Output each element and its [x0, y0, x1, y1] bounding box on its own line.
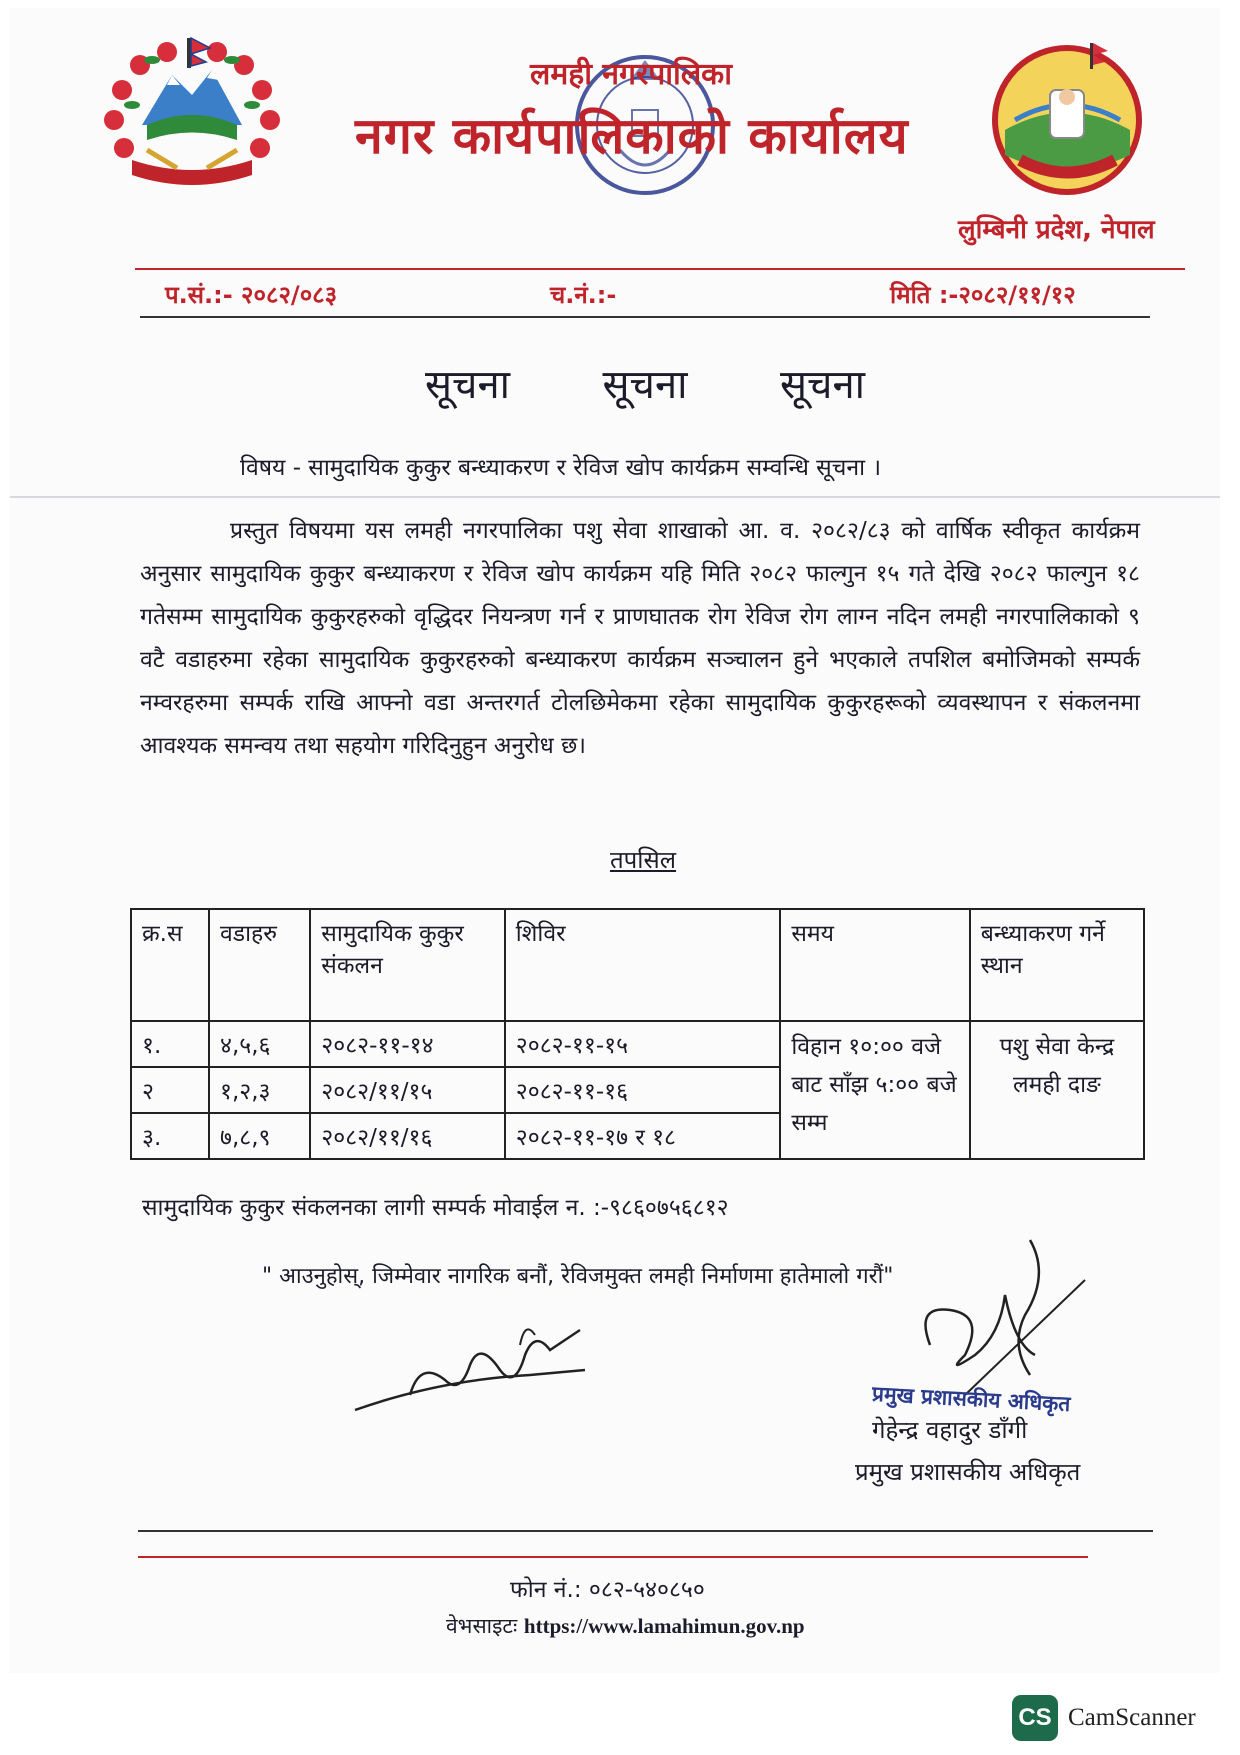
reference-number: प.सं.:- २०८२/०८३ — [165, 281, 338, 309]
table-header-row — [131, 909, 1144, 1021]
col-camp: शिविर — [505, 909, 781, 1021]
header-dark-rule — [140, 316, 1150, 318]
row-camp-date: २०८२-११-१७ र १८ — [505, 1113, 781, 1159]
notice-subject: विषय - सामुदायिक कुकुर बन्ध्याकरण र रेविज खोप कार्यक्रम सम्वन्धि सूचना । — [240, 455, 882, 481]
row-wards: ४,५,६ — [209, 1021, 310, 1067]
website-link[interactable]: https://www.lamahimun.gov.np — [523, 1614, 805, 1638]
camp-time: विहान १०:०० वजे बाट साँझ ५:०० बजे सम्म — [780, 1021, 969, 1159]
paper-crease — [10, 496, 1220, 498]
signatory-designation: प्रमुख प्रशासकीय अधिकृत — [855, 1458, 1081, 1486]
row-serial: १. — [131, 1021, 209, 1067]
office-title: नगर कार्यपालिकाको कार्यालय — [355, 107, 909, 165]
col-time: समय — [780, 909, 969, 1021]
col-place: बन्ध्याकरण गर्ने स्थान — [970, 909, 1144, 1021]
row-camp-date: २०८२-११-१५ — [505, 1021, 781, 1067]
notice-body: प्रस्तुत विषयमा यस लमही नगरपालिका पशु सेवा शाखाको आ. व. २०८२/८३ को वार्षिक स्वीकृत कार्यक्रम अनुसार सामुदायिक कुकुर बन्ध्याकरण र रेविज खोप कार्यक्रम यहि मिति २०८२ फाल्गुन १५ गते देखि २०८२ फाल्गुन १८ गतेसम्म सामुदायिक कुकुरहरुको वृद्धिदर नियन्त्रण गर्न र प्राणघातक रोग रेविज रोग लाग्न नदिन लमही नगरपालिकाको ९ वटै वडाहरुमा रहेका सामुदायिक कुकुरहरुको बन्ध्याकरण कार्यक्रम सञ्चालन हुने भएकाले तपशिल बमोजिमको सम्पर्क नम्वरहरुमा सम्पर्क राखि आफ्नो वडा अन्तरगर्त टोलछिमेकमा रहेका सामुदायिक कुकुरहरूको व्यवस्थापन र संकलनमा आवश्यक समन्वय तथा सहयोग गरिदिनुहुन अनुरोध छ। — [140, 518, 1140, 759]
footer-red-rule — [138, 1556, 1088, 1558]
camscanner-watermark — [1012, 1695, 1196, 1741]
municipality-name: लमही नगरपालिका — [530, 57, 732, 92]
col-collection: सामुदायिक कुकुर संकलन — [310, 909, 504, 1021]
row-camp-date: २०८२-११-१६ — [505, 1067, 781, 1113]
table-row — [131, 1021, 1144, 1067]
sterilization-place: पशु सेवा केन्द्र लमही दाङ — [970, 1021, 1144, 1159]
notice-word: सूचना — [780, 362, 865, 408]
contact-mobile: सामुदायिक कुकुर संकलनका लागी सम्पर्क मोवाईल न. :-९८६०७५६८१२ — [142, 1195, 729, 1221]
footer-website — [446, 1612, 805, 1640]
schedule-table — [130, 908, 1145, 1160]
row-serial: २ — [131, 1067, 209, 1113]
handwritten-signature-right — [905, 1235, 1095, 1405]
row-collection-date: २०८२/११/१५ — [310, 1067, 504, 1113]
notice-word: सूचना — [425, 362, 510, 408]
row-wards: १,२,३ — [209, 1067, 310, 1113]
notice-heading — [425, 355, 865, 410]
handwritten-signature-left — [350, 1300, 610, 1420]
row-collection-date: २०८२-११-१४ — [310, 1021, 504, 1067]
header-red-rule — [135, 268, 1185, 270]
camscanner-label: CamScanner — [1068, 1704, 1196, 1731]
footer-dark-rule — [138, 1530, 1153, 1532]
letter-paper — [10, 8, 1220, 1673]
slogan: " आउनुहोस्, जिम्मेवार नागरिक बनौं, रेविजमुक्त लमही निर्माणमा हातेमालो गरौं" — [262, 1264, 894, 1289]
col-wards: वडाहरु — [209, 909, 310, 1021]
signatory-name: गेहेन्द्र वहादुर डाँगी — [872, 1416, 1028, 1444]
schedule-heading: तपसिल — [610, 846, 677, 874]
footer-phone: फोन नं.: ०८२-५४०८५० — [510, 1577, 705, 1603]
lumbini-province-emblem — [980, 35, 1155, 205]
row-collection-date: २०८२/११/१६ — [310, 1113, 504, 1159]
designation-stamp: प्रमुख प्रशासकीय अधिकृत — [871, 1381, 1071, 1417]
row-serial: ३. — [131, 1113, 209, 1159]
letter-date: मिति :-२०८२/११/१२ — [890, 281, 1076, 309]
row-wards: ७,८,९ — [209, 1113, 310, 1159]
nepal-coat-of-arms-emblem — [92, 30, 292, 200]
website-label: वेभसाइटः — [446, 1614, 518, 1638]
dispatch-number: च.नं.:- — [550, 281, 617, 309]
col-serial: क्र.स — [131, 909, 209, 1021]
province-label: लुम्बिनी प्रदेश, नेपाल — [958, 215, 1155, 245]
camscanner-logo-icon: CS — [1012, 1695, 1058, 1741]
notice-word: सूचना — [602, 362, 688, 408]
